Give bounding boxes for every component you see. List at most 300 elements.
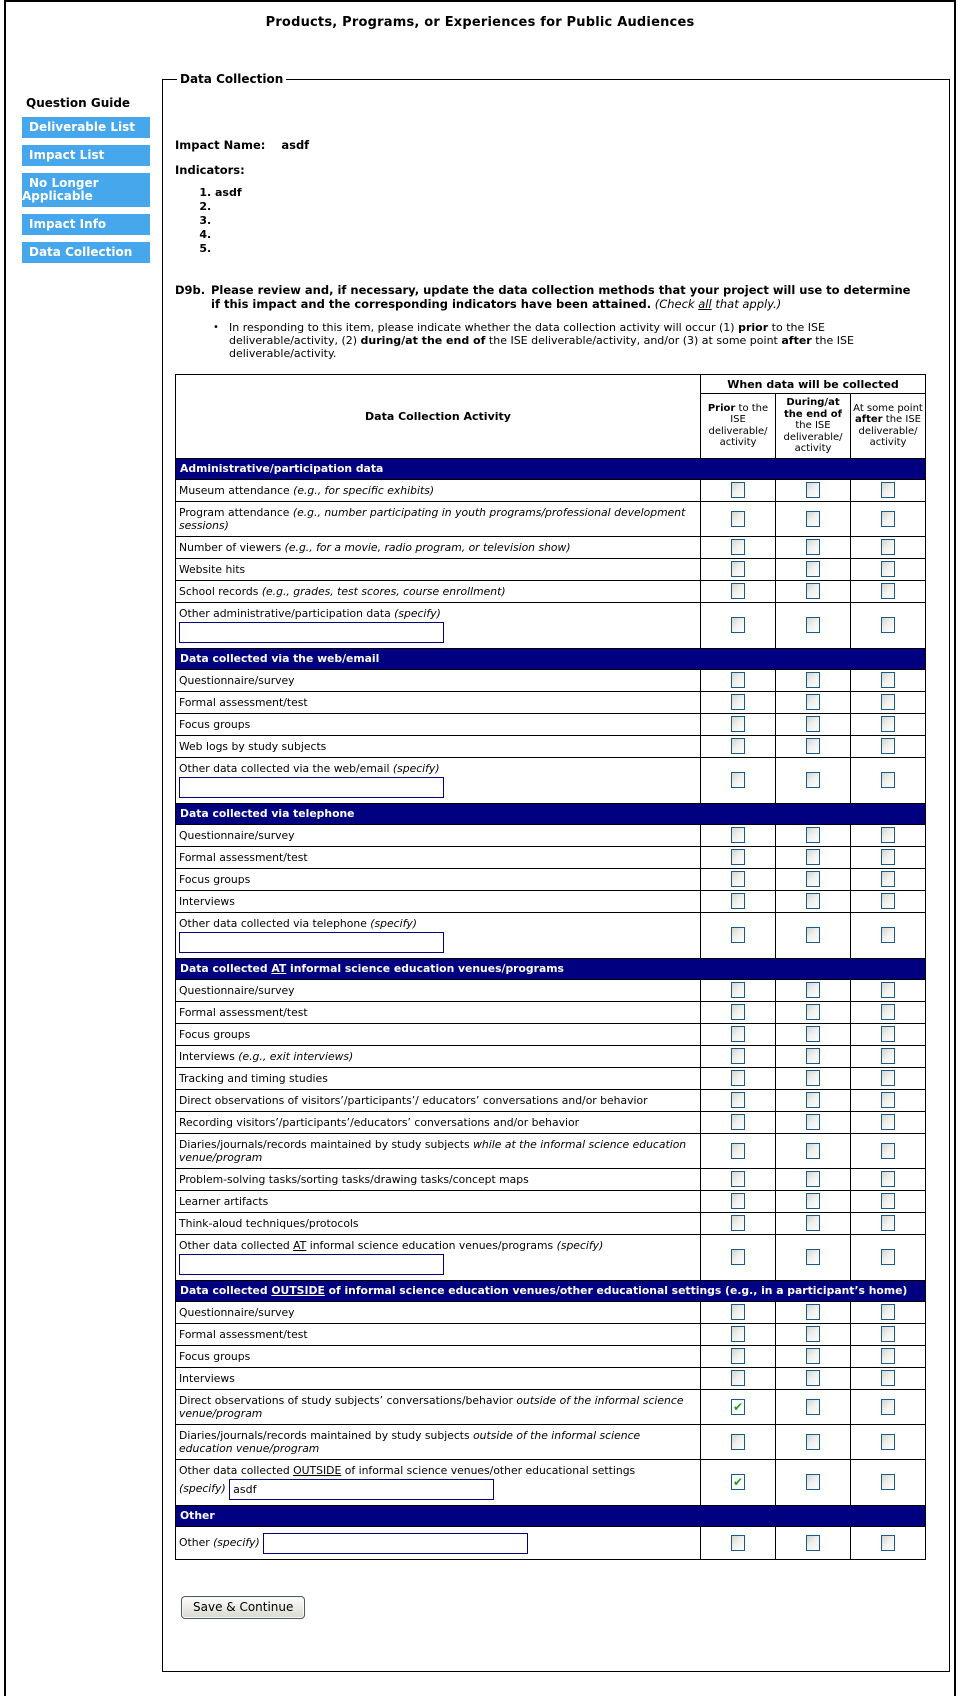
checkbox-cell <box>776 757 851 803</box>
checkbox[interactable] <box>806 1434 820 1450</box>
checkbox[interactable] <box>881 1215 895 1231</box>
text-segment: OUTSIDE <box>293 1463 342 1477</box>
save-continue-button[interactable]: Save & Continue <box>181 1596 305 1619</box>
checkbox[interactable] <box>881 1304 895 1320</box>
checkbox-cell <box>701 979 776 1001</box>
checkbox-cell <box>776 580 851 602</box>
checkbox-cell <box>776 1001 851 1023</box>
table-row <box>176 536 926 558</box>
text-segment: (specify) <box>394 606 441 620</box>
checkbox[interactable] <box>806 738 820 754</box>
activity-label <box>176 1345 701 1367</box>
checkbox[interactable] <box>881 716 895 732</box>
checkbox[interactable] <box>731 1326 745 1342</box>
checkbox[interactable] <box>881 849 895 865</box>
text-segment: Interviews <box>179 894 235 908</box>
checkbox-cell <box>776 735 851 757</box>
data-collection-table <box>175 374 926 1560</box>
checkbox-cell <box>701 1168 776 1190</box>
table-row <box>176 1133 926 1168</box>
checkbox[interactable] <box>881 694 895 710</box>
checkbox[interactable] <box>731 511 745 527</box>
checkbox[interactable] <box>806 1171 820 1187</box>
checkbox-cell <box>701 558 776 580</box>
checkbox-cell <box>776 1301 851 1323</box>
specify-input[interactable] <box>229 1479 494 1500</box>
text-segment: Interviews <box>179 1049 239 1063</box>
table-row <box>176 501 926 536</box>
text-segment: while at the informal science education venue/program <box>179 1137 687 1164</box>
checkbox-cell <box>851 1023 926 1045</box>
checkbox[interactable] <box>881 539 895 555</box>
sidebar-item-impact-list[interactable]: Impact List <box>22 145 150 166</box>
checkbox[interactable] <box>806 694 820 710</box>
specify-input[interactable] <box>179 622 444 643</box>
checkbox[interactable] <box>806 1092 820 1108</box>
activity-label <box>176 479 701 501</box>
text-segment: (specify) <box>213 1535 264 1549</box>
checkbox-cell <box>701 1045 776 1067</box>
checkbox[interactable] <box>881 927 895 943</box>
text-segment: Questionnaire/survey <box>179 1305 295 1319</box>
activity-label <box>176 1526 701 1559</box>
checkbox[interactable] <box>806 583 820 599</box>
activity-label <box>176 536 701 558</box>
checkbox[interactable] <box>731 482 745 498</box>
checkbox-cell <box>776 868 851 890</box>
fieldset-legend: Data Collection <box>180 72 284 86</box>
activity-label <box>176 580 701 602</box>
activity-label <box>176 501 701 536</box>
specify-input[interactable] <box>263 1533 528 1554</box>
table-row <box>176 890 926 912</box>
checkbox[interactable] <box>881 1193 895 1209</box>
checkbox-cell <box>701 1323 776 1345</box>
checkbox[interactable] <box>731 716 745 732</box>
checkbox[interactable] <box>731 1370 745 1386</box>
text-segment: of informal science education venues/other educational settings (e.g., in a participant’s home) <box>324 1283 908 1297</box>
table-row <box>176 1234 926 1280</box>
text-segment: Focus groups <box>179 872 251 886</box>
checkbox-cell <box>851 1168 926 1190</box>
table-row <box>176 558 926 580</box>
checkbox[interactable] <box>881 1143 895 1159</box>
activity-label <box>176 1067 701 1089</box>
checkbox[interactable] <box>881 827 895 843</box>
checkbox[interactable] <box>806 1215 820 1231</box>
checkbox[interactable] <box>806 1348 820 1364</box>
table-row <box>176 1001 926 1023</box>
checkbox[interactable] <box>731 849 745 865</box>
checkbox-cell <box>776 912 851 958</box>
checkbox[interactable] <box>806 1004 820 1020</box>
table-row <box>176 1345 926 1367</box>
checkbox[interactable] <box>731 1434 745 1450</box>
checkbox[interactable] <box>806 482 820 498</box>
text-segment: Number of viewers <box>179 540 285 554</box>
activity-label <box>176 1459 701 1505</box>
checkbox[interactable] <box>881 1171 895 1187</box>
checkbox-cell <box>701 1111 776 1133</box>
checkbox-cell <box>851 536 926 558</box>
checkbox[interactable] <box>881 772 895 788</box>
table-row <box>176 479 926 501</box>
checkbox[interactable] <box>806 871 820 887</box>
checkbox-cell <box>701 1526 776 1559</box>
specify-input[interactable] <box>179 777 444 798</box>
activity-label <box>176 1133 701 1168</box>
checkbox[interactable] <box>881 1399 895 1415</box>
checkbox[interactable] <box>881 583 895 599</box>
section-header-row <box>176 1280 926 1301</box>
checkbox[interactable] <box>806 1474 820 1490</box>
checkbox-cell <box>851 1367 926 1389</box>
checkbox[interactable] <box>881 1070 895 1086</box>
checkbox-cell <box>851 1301 926 1323</box>
checkbox[interactable] <box>881 561 895 577</box>
indicators-label: Indicators: <box>175 163 245 177</box>
checkbox-cell <box>701 536 776 558</box>
text-segment: Website hits <box>179 562 246 576</box>
table-row <box>176 691 926 713</box>
checkbox[interactable] <box>731 561 745 577</box>
text-segment: Data collected via the web/email <box>180 651 380 665</box>
table-row <box>176 669 926 691</box>
checkbox-cell <box>851 890 926 912</box>
checkbox-cell <box>776 1067 851 1089</box>
page-title: Products, Programs, or Experiences for Public Audiences <box>265 15 695 30</box>
text-segment: (e.g., number participating in youth programs/professional development sessions) <box>179 505 686 532</box>
checkbox-cell <box>851 691 926 713</box>
activity-label <box>176 1367 701 1389</box>
checkbox-cell <box>701 602 776 648</box>
checkbox-cell <box>776 1190 851 1212</box>
checkbox-cell <box>701 757 776 803</box>
text-segment: informal science education venues/programs <box>286 961 564 975</box>
text-segment: During/at the end of <box>784 397 842 420</box>
checkbox[interactable] <box>881 1114 895 1130</box>
checkbox[interactable] <box>806 672 820 688</box>
checkbox[interactable] <box>881 893 895 909</box>
checkbox-cell <box>851 1424 926 1459</box>
text-segment: the ISE deliverable/​activity <box>858 414 921 449</box>
checkbox[interactable] <box>806 1143 820 1159</box>
text-segment: the ISE deliverable/​activity <box>783 420 843 454</box>
activity-label <box>176 1389 701 1424</box>
text-segment: Museum attendance <box>179 483 294 497</box>
checkbox-cell <box>851 979 926 1001</box>
checkbox[interactable] <box>731 738 745 754</box>
checkbox[interactable] <box>731 1304 745 1320</box>
text-segment: informal science education venues/programs <box>306 1238 557 1252</box>
checkbox-cell <box>776 824 851 846</box>
text-segment: during/at the end of <box>360 334 486 347</box>
checkbox[interactable] <box>731 672 745 688</box>
impact-block <box>175 138 937 255</box>
checkbox-cell <box>851 846 926 868</box>
text-segment: Web logs by study subjects <box>179 739 327 753</box>
table-row <box>176 979 926 1001</box>
activity-label <box>176 846 701 868</box>
table-row <box>176 1526 926 1559</box>
text-segment: Formal assessment/test <box>179 850 308 864</box>
checkbox[interactable] <box>806 849 820 865</box>
table-row <box>176 713 926 735</box>
checkbox[interactable] <box>806 1249 820 1265</box>
table-row <box>176 868 926 890</box>
checkbox[interactable] <box>881 982 895 998</box>
checkbox-cell <box>851 868 926 890</box>
page-frame <box>4 0 956 1696</box>
checkbox-cell <box>776 691 851 713</box>
sidebar-item-data-collection[interactable]: Data Collection <box>22 242 150 263</box>
checkbox[interactable] <box>731 1048 745 1064</box>
checkbox[interactable] <box>731 1249 745 1265</box>
checkbox[interactable] <box>731 893 745 909</box>
text-segment: Direct observations of visitors’/participants’/ educators’ conversations and/or behavior <box>179 1093 648 1107</box>
sidebar-item-impact-info[interactable]: Impact Info <box>22 214 150 235</box>
sidebar-items <box>22 117 150 263</box>
activity-label <box>176 558 701 580</box>
text-segment: Other data collected <box>179 1238 294 1252</box>
checkbox-cell <box>851 735 926 757</box>
checkbox[interactable] <box>881 1326 895 1342</box>
checkbox[interactable] <box>731 1535 745 1551</box>
text-segment: Prior <box>707 402 736 414</box>
checkbox[interactable] <box>806 617 820 633</box>
checkbox[interactable] <box>806 982 820 998</box>
checkbox[interactable] <box>806 1193 820 1209</box>
checkbox[interactable] <box>806 561 820 577</box>
checkbox-cell <box>776 979 851 1001</box>
checkbox[interactable] <box>806 1399 820 1415</box>
checkbox[interactable] <box>731 927 745 943</box>
specify-input[interactable] <box>179 932 444 953</box>
checkbox[interactable] <box>731 1026 745 1042</box>
checkbox-cell <box>701 1389 776 1424</box>
checkbox-cell <box>851 1045 926 1067</box>
text-segment: Questionnaire/survey <box>179 828 295 842</box>
table-row <box>176 602 926 648</box>
checkbox[interactable] <box>806 1026 820 1042</box>
text-segment: In responding to this item, please indicate whether the data collection activity will occur (1) <box>229 321 739 334</box>
text-segment: School records <box>179 584 262 598</box>
sidebar-item-deliverable-list[interactable]: Deliverable List <box>22 117 150 138</box>
checkbox-cell <box>701 691 776 713</box>
checkbox[interactable] <box>731 871 745 887</box>
checkbox[interactable] <box>731 982 745 998</box>
bullet-icon: • <box>213 322 219 333</box>
checkbox[interactable] <box>806 1326 820 1342</box>
text-segment: AT <box>271 961 287 975</box>
checkbox[interactable] <box>806 1048 820 1064</box>
checkbox-cell <box>701 1023 776 1045</box>
checkbox[interactable] <box>731 1193 745 1209</box>
section-header <box>176 648 926 669</box>
checkbox-cell <box>851 1190 926 1212</box>
checkbox[interactable] <box>731 1215 745 1231</box>
data-collection-fieldset <box>162 72 950 1672</box>
text-segment: Other <box>179 1535 214 1549</box>
checkbox-cell <box>701 501 776 536</box>
checkbox-cell <box>701 846 776 868</box>
text-segment: Direct observations of study subjects’ conversations/behavior <box>179 1393 517 1407</box>
checkbox[interactable] <box>806 511 820 527</box>
table-row <box>176 846 926 868</box>
table-row <box>176 1067 926 1089</box>
table-row <box>176 1168 926 1190</box>
checkbox-cell <box>701 1367 776 1389</box>
checkbox[interactable] <box>731 1004 745 1020</box>
text-segment: (Check <box>654 297 699 311</box>
checkbox-cell <box>851 1459 926 1505</box>
checkbox-cell <box>851 757 926 803</box>
section-header-row <box>176 458 926 479</box>
checkbox-cell <box>851 713 926 735</box>
activity-label <box>176 1323 701 1345</box>
checkbox[interactable] <box>881 871 895 887</box>
text-segment: Formal assessment/test <box>179 1327 308 1341</box>
checkbox[interactable] <box>881 1092 895 1108</box>
activity-label <box>176 1045 701 1067</box>
checkbox-checked[interactable]: ✔ <box>732 1475 744 1489</box>
checkbox-cell <box>776 602 851 648</box>
text-segment: Administrative/participation data <box>180 461 384 475</box>
text-segment: (e.g., for specific exhibits) <box>293 483 435 497</box>
checkbox-cell <box>776 890 851 912</box>
checkbox[interactable] <box>881 511 895 527</box>
checkbox[interactable] <box>731 1143 745 1159</box>
checkbox[interactable] <box>806 1535 820 1551</box>
bullet-text <box>229 321 919 360</box>
checkbox[interactable] <box>731 1070 745 1086</box>
activity-label <box>176 602 701 648</box>
checkbox[interactable] <box>806 1114 820 1130</box>
checkbox[interactable] <box>881 1370 895 1386</box>
text-segment: outside of the informal science education venue/program <box>179 1428 641 1455</box>
table-header-row-1 <box>176 375 926 394</box>
activity-label <box>176 1190 701 1212</box>
sidebar <box>22 96 150 270</box>
activity-label <box>176 1111 701 1133</box>
checkbox[interactable] <box>806 539 820 555</box>
text-segment: Focus groups <box>179 1349 251 1363</box>
checkbox-cell <box>701 1001 776 1023</box>
activity-label <box>176 868 701 890</box>
text-segment: Focus groups <box>179 717 251 731</box>
checkbox[interactable] <box>731 1171 745 1187</box>
checkbox[interactable] <box>806 716 820 732</box>
checkbox-cell <box>701 912 776 958</box>
checkbox-cell <box>701 1067 776 1089</box>
checkbox[interactable] <box>881 1249 895 1265</box>
text-segment: Questionnaire/survey <box>179 673 295 687</box>
text-segment: Learner artifacts <box>179 1194 269 1208</box>
checkbox[interactable] <box>881 1026 895 1042</box>
activity-label <box>176 1301 701 1323</box>
checkbox[interactable] <box>806 1304 820 1320</box>
checkbox-cell <box>701 479 776 501</box>
checkbox-cell <box>776 669 851 691</box>
checkbox-cell <box>776 1133 851 1168</box>
checkbox-checked[interactable]: ✔ <box>732 1399 744 1414</box>
checkbox[interactable] <box>881 617 895 633</box>
checkbox-cell <box>851 1212 926 1234</box>
column-header-prior <box>701 394 776 459</box>
checkbox[interactable] <box>731 1114 745 1130</box>
checkbox[interactable] <box>806 772 820 788</box>
table-row <box>176 1323 926 1345</box>
checkbox[interactable] <box>806 893 820 909</box>
checkbox[interactable] <box>881 738 895 754</box>
specify-input[interactable] <box>179 1254 444 1275</box>
checkbox[interactable] <box>881 1004 895 1020</box>
text-segment: that apply.) <box>711 297 782 311</box>
checkbox[interactable] <box>731 772 745 788</box>
checkbox[interactable] <box>731 617 745 633</box>
checkbox-cell <box>776 1111 851 1133</box>
checkbox[interactable] <box>731 583 745 599</box>
text-segment: (e.g., for a movie, radio program, or television show) <box>284 540 571 554</box>
checkbox-cell <box>776 1389 851 1424</box>
checkbox[interactable] <box>881 1474 895 1490</box>
section-header-row <box>176 803 926 824</box>
text-segment: Other <box>180 1508 215 1522</box>
section-header <box>176 1280 926 1301</box>
checkbox[interactable] <box>731 539 745 555</box>
text-segment: Problem-solving tasks/sorting tasks/drawing tasks/concept maps <box>179 1172 529 1186</box>
sidebar-heading: Question Guide <box>26 96 131 110</box>
checkbox-cell <box>776 1045 851 1067</box>
checkbox[interactable] <box>806 827 820 843</box>
checkbox-cell <box>701 890 776 912</box>
checkbox[interactable] <box>731 827 745 843</box>
checkbox[interactable] <box>731 1092 745 1108</box>
checkbox[interactable] <box>731 1348 745 1364</box>
checkbox-cell <box>701 1234 776 1280</box>
checkbox-cell <box>851 1526 926 1559</box>
checkbox[interactable] <box>881 482 895 498</box>
checkbox[interactable] <box>881 1434 895 1450</box>
table-row <box>176 1459 926 1505</box>
checkbox[interactable] <box>881 1048 895 1064</box>
checkbox[interactable] <box>806 1070 820 1086</box>
checkbox[interactable] <box>881 1535 895 1551</box>
checkbox-cell <box>851 1323 926 1345</box>
table-row <box>176 1045 926 1067</box>
sidebar-item-no-longer-applicable[interactable]: No Longer Applicable <box>22 173 150 207</box>
text-segment: Data collected <box>180 1283 272 1297</box>
text-segment: AT <box>293 1238 307 1252</box>
text-segment: all <box>698 297 712 311</box>
checkbox[interactable] <box>881 672 895 688</box>
checkbox[interactable] <box>806 927 820 943</box>
checkbox-cell <box>776 846 851 868</box>
checkbox[interactable] <box>806 1370 820 1386</box>
checkbox-cell <box>851 1389 926 1424</box>
text-segment: At some point <box>853 402 923 414</box>
checkbox[interactable] <box>731 694 745 710</box>
table-row <box>176 912 926 958</box>
text-segment: the ISE deliverable/activity, and/or (3) at some point <box>485 334 782 347</box>
activity-label <box>176 1001 701 1023</box>
checkbox[interactable] <box>881 1348 895 1364</box>
activity-label <box>176 824 701 846</box>
checkbox-cell <box>776 1367 851 1389</box>
checkbox-cell <box>701 1190 776 1212</box>
impact-name-value: asdf <box>281 138 310 152</box>
question-number: D9b. <box>175 283 206 297</box>
